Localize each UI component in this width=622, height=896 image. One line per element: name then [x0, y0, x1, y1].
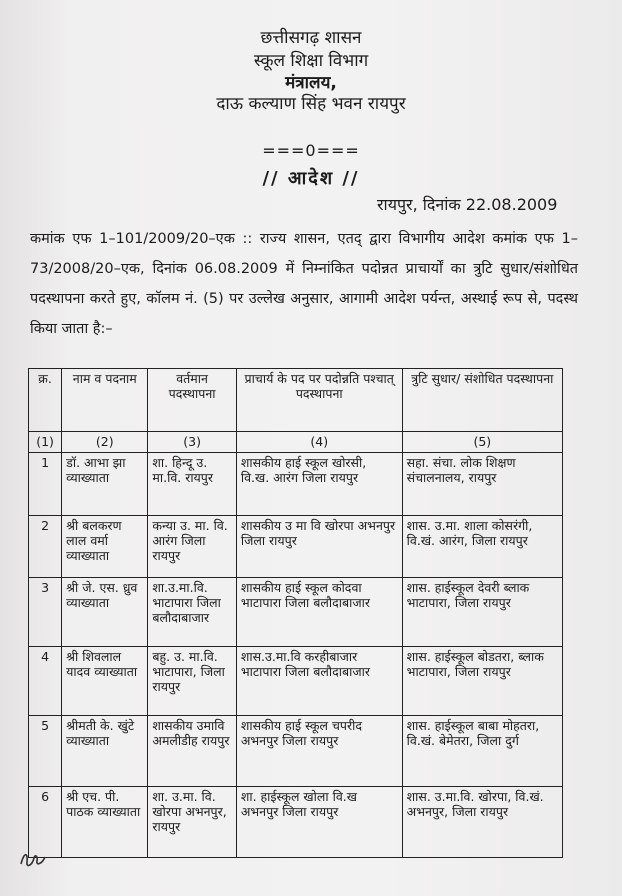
- department-name: स्कूल शिक्षा विभाग: [253, 51, 369, 71]
- order-title: // आदेश //: [262, 168, 360, 189]
- promotion-posting-cell: शासकीय उ मा वि खोरपा अभनपुर जिला रायपुर: [236, 516, 402, 578]
- revised-posting-cell: शास. उ.मा.वि. खोरपा, वि.खं. अभनपुर, जिला रायपुर: [402, 787, 562, 858]
- promotion-posting-cell: शासकीय हाई स्कूल कोदवा भाटापारा जिला बलौदाबाजार: [236, 578, 402, 647]
- name-cell: डॉ. आभा झा व्याख्याता: [62, 453, 148, 516]
- index-cell: (1): [29, 432, 62, 453]
- table-row: [29, 453, 563, 516]
- promotion-posting-cell: शासकीय हाई स्कूल चपरीद अभनपुर जिला रायपुर: [236, 716, 402, 787]
- order-body: [30, 224, 578, 344]
- initials-mark-icon: [18, 848, 48, 870]
- index-cell: (5): [402, 432, 562, 453]
- table-row: [29, 787, 563, 858]
- serial-cell: 6: [29, 787, 62, 858]
- current-posting-cell: शा.उ.मा.वि. भाटापारा जिला बलौदाबाजार: [148, 578, 236, 647]
- revised-posting-cell: शास. हाईस्कूल देवरी ब्लाक भाटापारा, जिला रायपुर: [402, 578, 562, 647]
- name-cell: श्री जे. एस. ध्रुव व्याख्याता: [62, 578, 148, 647]
- posting-table: [28, 368, 563, 858]
- order-date: रायपुर, दिनांक 22.08.2009: [377, 195, 558, 214]
- table-row: [29, 716, 563, 787]
- promotion-posting-cell: शासकीय हाई स्कूल खोरसी, वि.ख. आरंग जिला रायपुर: [236, 453, 402, 516]
- index-cell: (4): [236, 432, 402, 453]
- promotion-posting-cell: शा. हाईस्कूल खोला वि.ख अभनपुर जिला रायपुर: [236, 787, 402, 858]
- col-header-name: नाम व पदनाम: [62, 369, 148, 432]
- current-posting-cell: शा. उ.मा. वि. खोरपा अभनपुर, रायपुर: [148, 787, 236, 858]
- building-address: दाऊ कल्याण सिंह भवन रायपुर: [216, 94, 406, 114]
- revised-posting-cell: शास. हाईस्कूल बोडतरा, ब्लाक भाटापारा, जिला रायपुर: [402, 647, 562, 716]
- col-header-promotion-posting: प्राचार्य के पद पर पदोन्नति पश्चात् पदस्थापना: [236, 369, 402, 432]
- serial-cell: 3: [29, 578, 62, 647]
- name-cell: श्रीमती के. खुंटे व्याख्याता: [62, 716, 148, 787]
- ministry-name: मंत्रालय,: [285, 73, 337, 93]
- current-posting-cell: शा. हिन्दू उ. मा.वि. रायपुर: [148, 453, 236, 516]
- revised-posting-cell: शास. हाईस्कूल बाबा मोहतरा, वि.खं. बेमेतरा, जिला दुर्ग: [402, 716, 562, 787]
- table-row: [29, 647, 563, 716]
- order-body-text: कमांक एफ 1–101/2009/20–एक :: राज्य शासन, एतद् द्वारा विभागीय आदेश कमांक एफ 1–73/2008/20–एक, दिनांक 06.08.2009 में निम्नांकित पदोन्नत प्राचार्यों का त्रुटि सुधार/संशोधित पदस्थापना करते हुए, कॉलम नं. (5) पर उल्लेख अनुसार, आगामी आदेश पर्यन्त, अस्थाई रूप से, पदस्थ किया जाता है:–: [30, 231, 578, 337]
- revised-posting-cell: सहा. संचा. लोक शिक्षण संचालनालय, रायपुर: [402, 453, 562, 516]
- current-posting-cell: शासकीय उमावि अमलीडीह रायपुर: [148, 716, 236, 787]
- name-cell: श्री शिवलाल यादव व्याख्याता: [62, 647, 148, 716]
- serial-cell: 5: [29, 716, 62, 787]
- table-row: [29, 516, 563, 578]
- col-header-serial: क्र.: [29, 369, 62, 432]
- col-header-revised-posting: त्रुटि सुधार/ संशोधित पदस्थापना: [402, 369, 562, 432]
- current-posting-cell: बहु. उ. मा.वि. भाटापारा, जिला रायपुर: [148, 647, 236, 716]
- promotion-posting-cell: शास.उ.मा.वि करहीबाजार भाटापारा जिला बलौदाबाजार: [236, 647, 402, 716]
- govt-name: छत्तीसगढ़ शासन: [260, 28, 362, 48]
- serial-cell: 4: [29, 647, 62, 716]
- serial-cell: 2: [29, 516, 62, 578]
- name-cell: श्री बलकरण लाल वर्मा व्याख्याता: [62, 516, 148, 578]
- current-posting-cell: कन्या उ. मा. वि. आरंग जिला रायपुर: [148, 516, 236, 578]
- table-header-row: [29, 369, 563, 432]
- serial-cell: 1: [29, 453, 62, 516]
- initials-mark-icon: [18, 848, 48, 875]
- index-cell: (3): [148, 432, 236, 453]
- separator: ===0===: [262, 141, 360, 160]
- index-cell: (2): [62, 432, 148, 453]
- table-row: [29, 578, 563, 647]
- col-header-current-posting: वर्तमान पदस्थापना: [148, 369, 236, 432]
- table-index-row: [29, 432, 563, 453]
- revised-posting-cell: शास. उ.मा. शाला कोसरंगी, वि.खं. आरंग, जिला रायपुर: [402, 516, 562, 578]
- name-cell: श्री एच. पी. पाठक व्याख्याता: [62, 787, 148, 858]
